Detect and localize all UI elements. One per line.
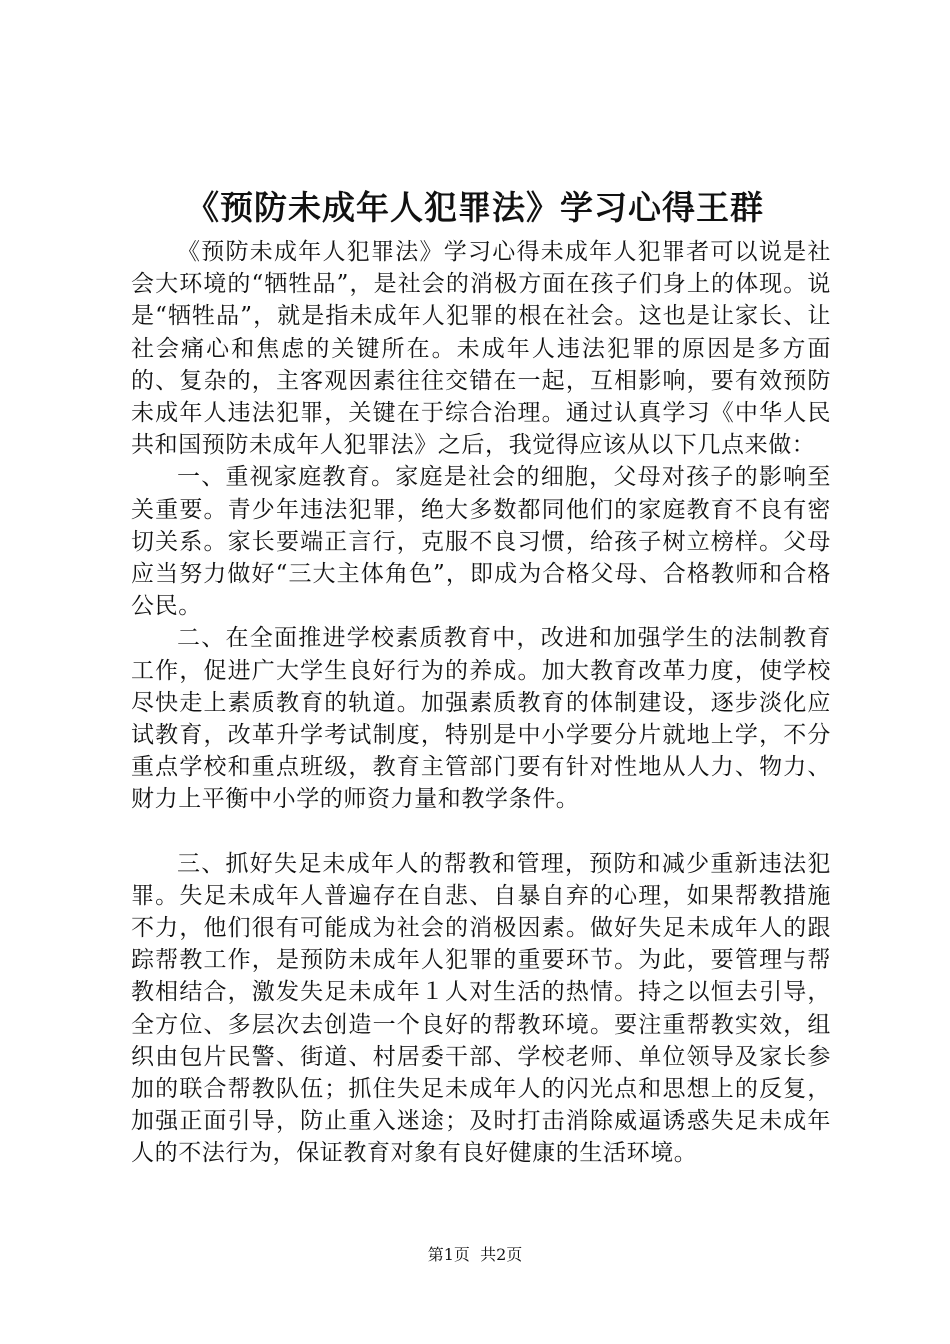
document-body [131, 236, 831, 1170]
page-footer [0, 1243, 950, 1267]
paragraph-rehabilitation: 三、抓好失足未成年人的帮教和管理，预防和减少重新违法犯罪。失足未成年人普遍存在自悲、自暴自弃的心理，如果帮教措施不力，他们很有可能成为社会的消极因素。做好失足未成年人的跟踪帮教工作，是预防未成年人犯罪的重要环节。为此，要管理与帮教相结合，激发失足未成年１人对生活的热情。持之以恒去引导，全方位、多层次去创造一个良好的帮教环境。要注重帮教实效，组织由包片民警、街道、村居委干部、学校老师、单位领导及家长参加的联合帮教队伍；抓住失足未成年人的闪光点和思想上的反复，加强正面引导，防止重入迷途；及时打击消除威逼诱惑失足未成年人的不法行为，保证教育对象有良好健康的生活环境。 [131, 850, 831, 1167]
paragraph-family-education: 一、重视家庭教育。家庭是社会的细胞，父母对孩子的影响至关重要。青少年违法犯罪，绝大多数都同他们的家庭教育不良有密切关系。家长要端正言行，克服不良习惯，给孩子树立榜样。父母应当努力做好“三大主体角色”，即成为合格父母、合格教师和合格公民。 [131, 464, 831, 620]
page-title: 《预防未成年人犯罪法》学习心得王群 [186, 188, 764, 227]
paragraph-school-education: 二、在全面推进学校素质教育中，改进和加强学生的法制教育工作，促进广大学生良好行为的养成。加大教育改革力度，使学校尽快走上素质教育的轨道。加强素质教育的体制建设，逐步淡化应试教育，改革升学考试制度，特别是中小学要分片就地上学，不分重点学校和重点班级，教育主管部门要有针对性地从人力、物力、财力上平衡中小学的师资力量和教学条件。 [131, 625, 831, 813]
paragraph-spacer [131, 816, 831, 848]
page-number: 第1页 共2页 [427, 1245, 523, 1264]
paragraph-intro: 《预防未成年人犯罪法》学习心得未成年人犯罪者可以说是社会大环境的“牺牲品”，是社会的消极方面在孩子们身上的体现。说是“牺牲品”，就是指未成年人犯罪的根在社会。这也是让家长、让社会痛心和焦虑的关键所在。未成年人违法犯罪的原因是多方面的、复杂的，主客观因素往往交错在一起，互相影响，要有效预防未成年人违法犯罪，关键在于综合治理。通过认真学习《中华人民共和国预防未成年人犯罪法》之后，我觉得应该从以下几点来做： [131, 239, 831, 459]
